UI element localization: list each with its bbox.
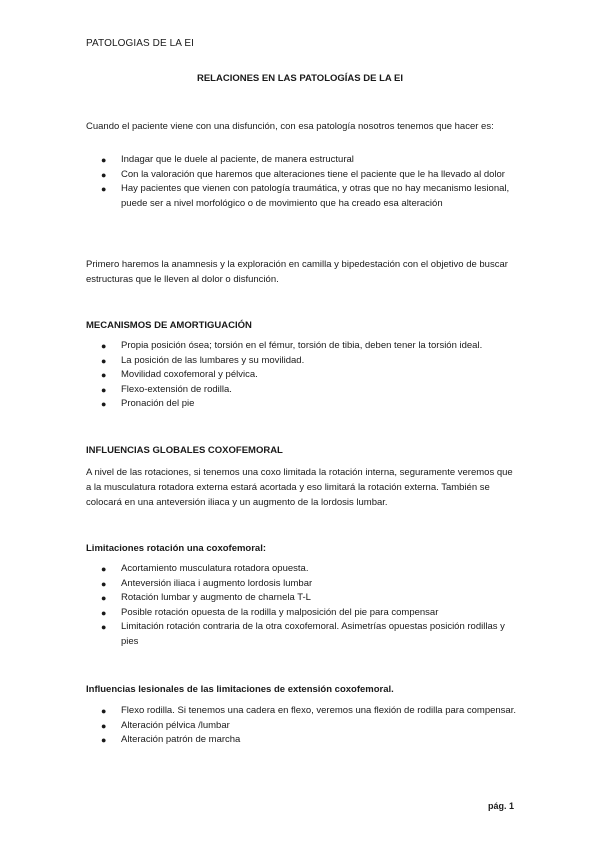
bullet-icon: ● xyxy=(101,341,107,351)
list-item: ● Acortamiento musculatura rotadora opuesta. xyxy=(86,562,516,577)
bullet-icon: ● xyxy=(101,399,107,409)
bullet-icon: ● xyxy=(101,706,107,716)
list-item: ● Flexo-extensión de rodilla. xyxy=(86,383,516,398)
section-heading: Limitaciones rotación una coxofemoral: xyxy=(86,543,267,554)
list-item: ● Movilidad coxofemoral y pélvica. xyxy=(86,368,516,383)
list-item: ● Con la valoración que haremos que alteraciones tiene el paciente que le ha llevado al dolor xyxy=(86,168,516,183)
page-number: pág. 1 xyxy=(487,801,514,811)
bullet-icon: ● xyxy=(101,564,107,574)
list-item: ● Limitación rotación contraria de la otra coxofemoral. Asimetrías opuestas posición rodillas y pies xyxy=(101,621,505,647)
list-item: ● Hay pacientes que vienen con patología traumática, y otras que no hay mecanismo lesional, puede ser a nivel morfológico o de movimiento que ha creado esa alteración xyxy=(101,183,510,209)
bullet-icon: ● xyxy=(101,169,107,180)
section1-bullet-list xyxy=(86,339,516,412)
list-item: ● Propia posición ósea; torsión en el fémur, torsión de tibia, deben tener la torsión ideal. xyxy=(86,339,516,354)
bullet-icon: ● xyxy=(101,578,107,589)
bullet-icon: ● xyxy=(101,384,107,395)
bullet-icon: ● xyxy=(101,720,107,731)
list-item: ● La posición de las lumbares y su movilidad. xyxy=(86,354,516,369)
intro-paragraph: Cuando el paciente viene con una disfunción, con esa patología nosotros tenemos que hacer es: xyxy=(86,121,494,132)
document-title: RELACIONES EN LAS PATOLOGÍAS DE LA EI xyxy=(196,73,404,84)
bullet-icon: ● xyxy=(101,370,107,380)
section-heading: MECANISMOS DE AMORTIGUACIÓN xyxy=(86,320,252,331)
section4-bullet-list xyxy=(86,704,516,748)
bullet-icon: ● xyxy=(101,735,107,745)
list-item: ● Rotación lumbar y augmento de charnela T-L xyxy=(86,591,516,606)
method-paragraph: Primero haremos la anamnesis y la exploración en camilla y bipedestación con el objetivo de buscar estructuras que le lleven al dolor o disfunción. xyxy=(86,259,508,285)
bullet-icon: ● xyxy=(101,355,107,366)
list-item: ● Posible rotación opuesta de la rodilla y malposición del pie para compensar xyxy=(86,606,516,621)
section2-paragraph: A nivel de las rotaciones, si tenemos una coxo limitada la rotación interna, seguramente veremos que a la musculatura rotadora externa estará acortada y eso limitará la rotación externa. También se colocará en una anteversión iliaca y un augmento de la lordosis lumbar. xyxy=(86,467,513,508)
section3-bullet-list xyxy=(86,562,516,649)
list-item: ● Pronación del pie xyxy=(86,397,516,412)
bullet-icon: ● xyxy=(101,607,107,618)
list-item: ● Anteversión iliaca i augmento lordosis lumbar xyxy=(86,577,516,592)
list-item: ● Alteración patrón de marcha xyxy=(86,733,516,748)
bullet-icon: ● xyxy=(101,593,107,603)
section-heading: Influencias lesionales de las limitaciones de extensión coxofemoral. xyxy=(86,684,394,695)
bullet-icon: ● xyxy=(101,184,107,194)
page-header: PATOLOGIAS DE LA EI xyxy=(86,38,195,49)
list-item: ● Indagar que le duele al paciente, de manera estructural xyxy=(86,153,516,168)
section-heading: INFLUENCIAS GLOBALES COXOFEMORAL xyxy=(86,445,283,456)
list-item: ● Alteración pélvica /lumbar xyxy=(86,719,516,734)
bullet-icon: ● xyxy=(101,622,107,632)
bullet-icon: ● xyxy=(101,155,107,165)
list-item: ● Flexo rodilla. Si tenemos una cadera en flexo, veremos una flexión de rodilla para compensar. xyxy=(86,704,516,719)
intro-bullet-list xyxy=(86,153,516,211)
